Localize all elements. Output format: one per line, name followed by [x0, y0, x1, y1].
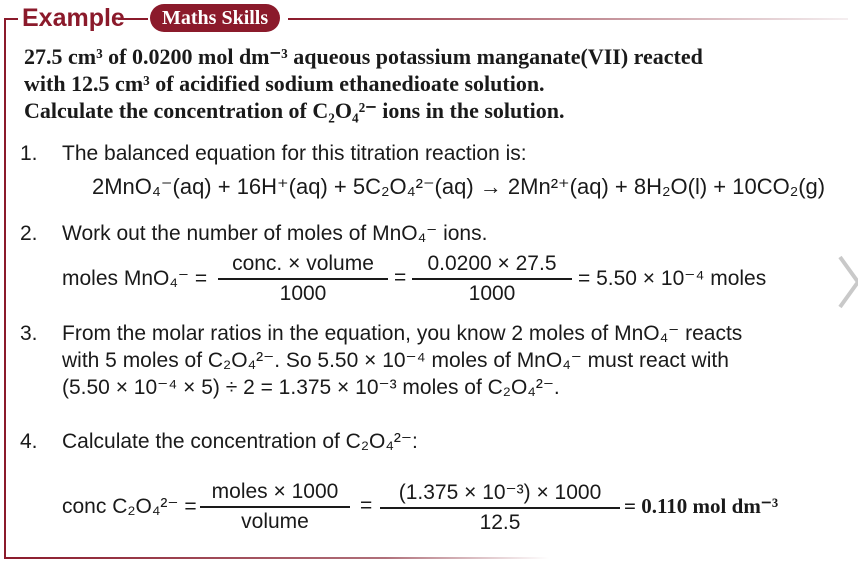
step-text: with 5 moles of C₂O₄²⁻. So 5.50 × 10⁻⁴ moles of MnO₄⁻ must react with [62, 349, 729, 372]
maths-skills-badge: Maths Skills [150, 4, 280, 32]
step-number: 2. [20, 222, 38, 245]
fraction-denominator: 12.5 [479, 510, 521, 534]
equals-sign: = [360, 494, 373, 517]
example-label: Example [22, 4, 125, 32]
equals-sign: = [394, 266, 407, 289]
step-1 [20, 140, 527, 167]
calc-result: = 5.50 × 10⁻⁴ moles [578, 267, 767, 290]
fraction-bar [218, 278, 388, 280]
frame-bottom-border [4, 557, 549, 559]
step-number: 3. [20, 322, 38, 345]
frame-top-border [4, 18, 18, 20]
step-text: Work out the number of moles of MnO₄⁻ ions. [62, 222, 488, 245]
question-text [24, 43, 814, 124]
fraction-bar [412, 278, 572, 280]
fraction-bar [200, 506, 350, 508]
question-line: 27.5 cm³ of 0.0200 mol dm⁻³ aqueous potassium manganate(VII) reacted [24, 44, 703, 69]
calc-result: = 0.110 mol dm⁻³ [624, 494, 779, 518]
fraction-numerator: (1.375 × 10⁻³) × 1000 [398, 481, 602, 504]
question-line: Calculate the concentration of C₂O₄²⁻ ions in the solution. [24, 98, 565, 123]
step-2 [20, 220, 487, 247]
step-number: 1. [20, 142, 38, 165]
frame-left-border [4, 18, 6, 559]
fraction-bar [380, 507, 620, 509]
frame-top-border [288, 18, 848, 20]
fraction-denominator: volume [241, 509, 309, 533]
fraction-values [412, 252, 572, 306]
step-4 [20, 428, 418, 455]
step-text: Calculate the concentration of C₂O₄²⁻: [62, 430, 418, 453]
chevron-right-icon[interactable] [838, 255, 858, 309]
fraction-numerator: 0.0200 × 27.5 [427, 252, 557, 275]
calc-lhs: conc C₂O₄²⁻ = [62, 495, 197, 518]
step-text: The balanced equation for this titration reaction is: [62, 142, 527, 165]
step-text: From the molar ratios in the equation, you know 2 moles of MnO₄⁻ reacts [62, 322, 743, 345]
step-3 [20, 320, 810, 401]
fraction-denominator: 1000 [468, 281, 516, 305]
fraction-formula [218, 252, 388, 306]
fraction-formula [200, 480, 350, 534]
fraction-numerator: moles × 1000 [211, 480, 339, 503]
question-line: with 12.5 cm³ of acidified sodium ethanedioate solution. [24, 71, 545, 96]
fraction-denominator: 1000 [279, 281, 327, 305]
step-text: (5.50 × 10⁻⁴ × 5) ÷ 2 = 1.375 × 10⁻³ moles of C₂O₄²⁻. [62, 376, 560, 399]
fraction-values [380, 480, 620, 535]
fraction-numerator: conc. × volume [232, 252, 374, 275]
step-number: 4. [20, 430, 38, 453]
balanced-equation: 2MnO₄⁻(aq) + 16H⁺(aq) + 5C₂O₄²⁻(aq) → 2Mn²⁺(aq) + 8H₂O(l) + 10CO₂(g) [92, 174, 826, 199]
calc-lhs: moles MnO₄⁻ = [62, 267, 208, 290]
